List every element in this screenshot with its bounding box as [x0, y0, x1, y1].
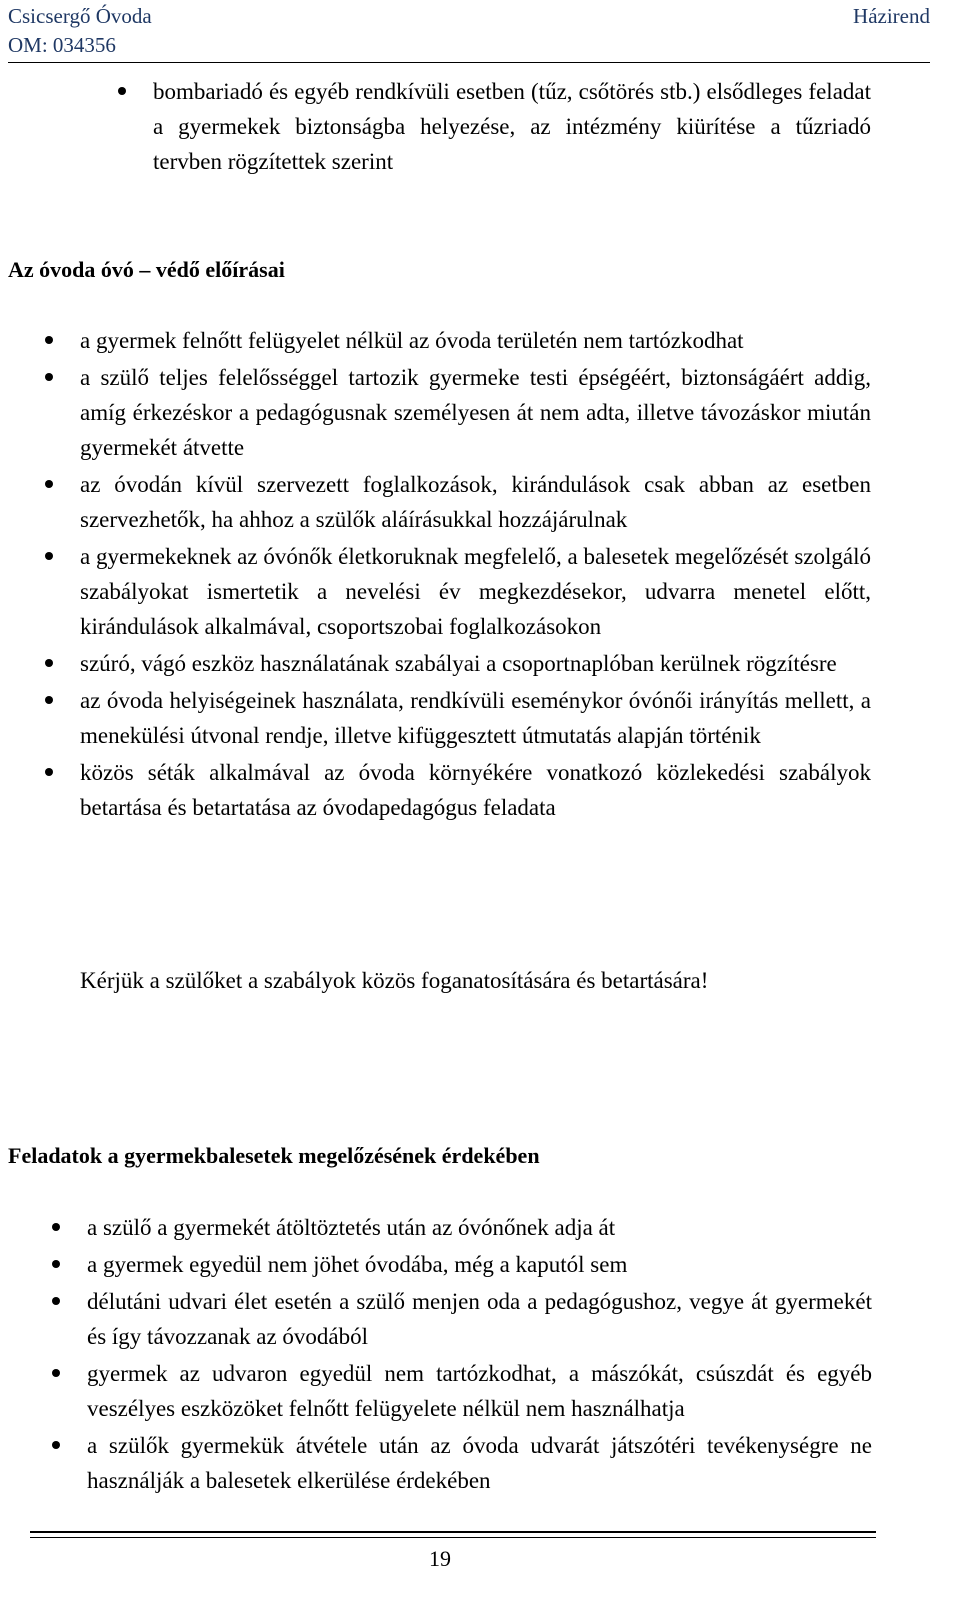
bullet-icon: [118, 87, 126, 95]
list-item: a gyermekeknek az óvónők életkoruknak megfelelő, a balesetek megelőzését szolgáló szabályokat ismertetik a nevelési év megkezdésekor, udvarra menetel előtt, kirándulások alkalmával, csoportszobai foglalkozásokon: [80, 539, 871, 644]
bullet-icon: [45, 336, 53, 344]
bullet-icon: [52, 1297, 60, 1305]
accident-prevention-list: [87, 1210, 872, 1500]
list-item: a gyermek felnőtt felügyelet nélkül az óvoda területén nem tartózkodhat: [80, 323, 871, 358]
list-item: bombariadó és egyéb rendkívüli esetben (tűz, csőtörés stb.) elsődleges feladat a gyermekek biztonságba helyezése, az intézmény kiürítése a tűzriadó tervben rögzítettek szerint: [153, 74, 871, 179]
bullet-icon: [45, 373, 53, 381]
page-header: [8, 2, 930, 63]
bullet-icon: [52, 1260, 60, 1268]
footer-line-thin: [30, 1537, 876, 1538]
list-item: délutáni udvari élet esetén a szülő menjen oda a pedagógushoz, vegye át gyermekét és így távozzanak az óvodából: [87, 1284, 872, 1354]
continued-list: [153, 74, 871, 179]
footer-line-thick: [30, 1531, 876, 1533]
document-title: Házirend: [853, 4, 930, 28]
section-heading-safety-rules: Az óvoda óvó – védő előírásai: [8, 257, 285, 282]
bullet-icon: [45, 696, 53, 704]
section-heading-accident-prevention: Feladatok a gyermekbalesetek megelőzésének érdekében: [8, 1143, 540, 1168]
list-item: az óvoda helyiségeinek használata, rendkívüli eseménykor óvónői irányítás mellett, a menekülési útvonal rendje, illetve kifüggesztett útmutatás alapján történik: [80, 683, 871, 753]
list-item: a szülő teljes felelősséggel tartozik gyermeke testi épségéért, biztonságáért addig, amíg érkezéskor a pedagógusnak személyesen át nem adta, illetve távozáskor miután gyermekét átvette: [80, 360, 871, 465]
list-item: az óvodán kívül szervezett foglalkozások, kirándulások csak abban az esetben szervezhetők, ha ahhoz a szülők aláírásukkal hozzájárulnak: [80, 467, 871, 537]
school-name: Csicsergő Óvoda: [8, 4, 152, 28]
bullet-icon: [52, 1441, 60, 1449]
list-item: a szülők gyermekük átvétele után az óvoda udvarát játszótéri tevékenységre ne használják a balesetek elkerülése érdekében: [87, 1428, 872, 1498]
bullet-icon: [45, 659, 53, 667]
list-item: a szülő a gyermekét átöltöztetés után az óvónőnek adja át: [87, 1210, 872, 1245]
parents-request-note: Kérjük a szülőket a szabályok közös foganatosítására és betartására!: [80, 968, 709, 993]
list-item: közös séták alkalmával az óvoda környékére vonatkozó közlekedési szabályok betartása és betartatása az óvodapedagógus feladata: [80, 755, 871, 825]
safety-rules-list: [80, 323, 871, 827]
bullet-icon: [52, 1223, 60, 1231]
om-code: OM: 034356: [8, 33, 116, 57]
header-left: [8, 2, 152, 60]
bullet-icon: [45, 768, 53, 776]
page-number: 19: [429, 1546, 451, 1571]
list-item: gyermek az udvaron egyedül nem tartózkodhat, a mászókát, csúszdát és egyéb veszélyes eszközöket felnőtt felügyelete nélkül nem használhatja: [87, 1356, 872, 1426]
list-item: szúró, vágó eszköz használatának szabályai a csoportnaplóban kerülnek rögzítésre: [80, 646, 871, 681]
list-item: a gyermek egyedül nem jöhet óvodába, még a kaputól sem: [87, 1247, 872, 1282]
bullet-icon: [45, 552, 53, 560]
footer-divider: [30, 1531, 876, 1538]
bullet-icon: [45, 480, 53, 488]
bullet-icon: [52, 1369, 60, 1377]
